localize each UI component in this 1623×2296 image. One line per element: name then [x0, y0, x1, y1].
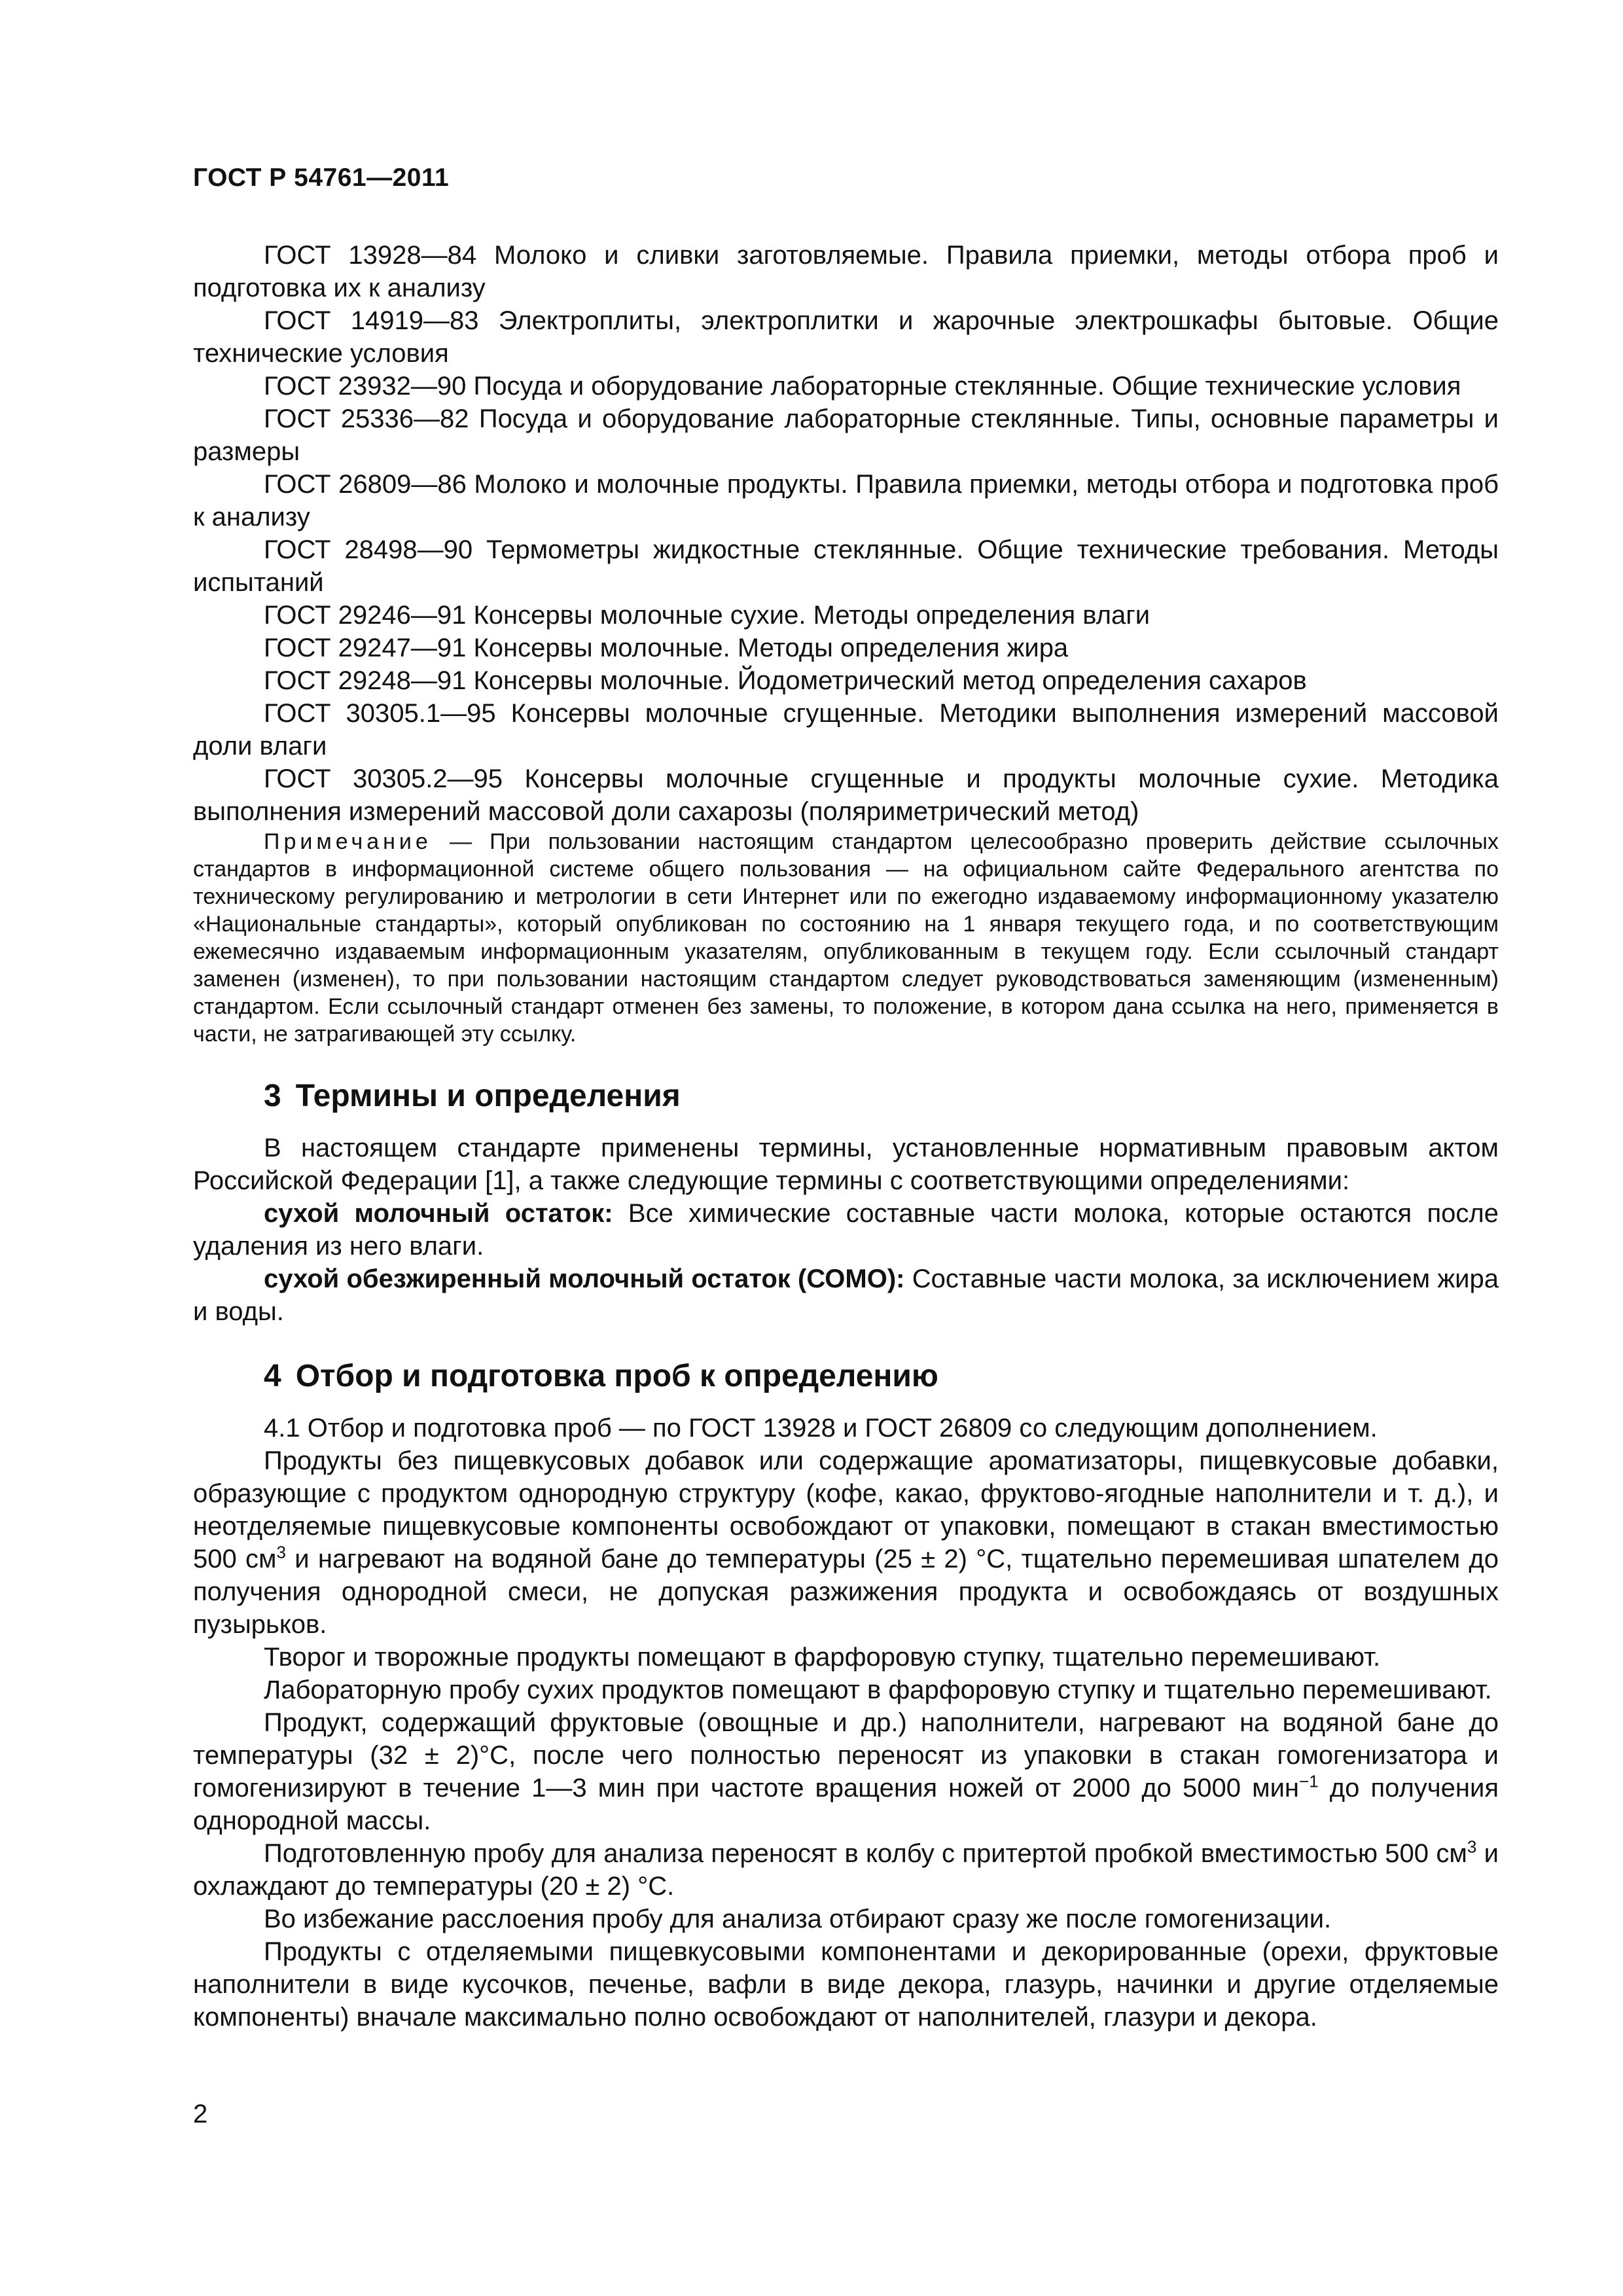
reference-item: ГОСТ 30305.2—95 Консервы молочные сгущенные и продукты молочные сухие. Методика выполнения измерений массовой доли сахарозы (поляриметрический метод) — [193, 764, 1499, 826]
reference-item: ГОСТ 28498—90 Термометры жидкостные стеклянные. Общие технические требования. Методы испытаний — [193, 535, 1499, 597]
reference-item: ГОСТ 13928—84 Молоко и сливки заготовляемые. Правила приемки, методы отбора проб и подготовка их к анализу — [193, 241, 1499, 302]
body-paragraph: Продукты с отделяемыми пищевкусовыми компонентами и декорированные (орехи, фруктовые наполнители в виде кусочков, печенье, вафли в виде декора, глазурь, начинки и другие отделяемые компоненты) вначале максимально полно освобождают от наполнителей, глазури и декора. — [193, 1937, 1499, 2032]
reference-item: ГОСТ 29248—91 Консервы молочные. Йодометрический метод определения сахаров — [264, 666, 1307, 695]
section-3-intro: В настоящем стандарте применены термины, установленные нормативным правовым актом Российской Федерации [1], а также следующие термины с соответствующими определениями: — [193, 1134, 1499, 1195]
reference-item: ГОСТ 30305.1—95 Консервы молочные сгущенные. Методики выполнения измерений массовой доли влаги — [193, 699, 1499, 761]
note-text: — При пользовании настоящим стандартом целесообразно проверить действие ссылочных стандартов в информационной системе общего пользования — на официальном сайте Федерального агентства по техническому регулированию и метрологии в сети Интернет или по ежегодно издаваемому информационному указателю «Национальные стандарты», который опубликован по состоянию на 1 января текущего года, и по соответствующим ежемесячно издаваемым информационным указателям, опубликованным в текущем году. Если ссылочный стандарт заменен (изменен), то при пользовании настоящим стандартом следует руководствоваться заменяющим (измененным) стандартом. Если ссылочный стандарт отменен без замены, то положение, в котором дана ссылка на него, применяется в части, не затрагивающей эту ссылку. — [193, 829, 1499, 1047]
section-4-heading — [193, 1358, 1499, 1395]
reference-item: ГОСТ 23932—90 Посуда и оборудование лабораторные стеклянные. Общие технические условия — [264, 372, 1461, 401]
body-paragraph — [193, 1837, 1499, 1903]
paragraph-text: Продукты без пищевкусовых добавок или содержащие ароматизаторы, пищевкусовые добавки, образующие с продуктом однородную структуру (кофе, какао, фруктово-ягодные наполнители и т. д.), и неотделяемые пищевкусовые компоненты освобождают от упаковки, помещают в стакан вместимостью 500 см — [193, 1446, 1499, 1573]
reference-item: ГОСТ 25336—82 Посуда и оборудование лабораторные стеклянные. Типы, основные параметры и размеры — [193, 404, 1499, 466]
paragraph-text: до получения однородной массы. — [193, 1774, 1499, 1835]
term-text: Все химические составные части молока, которые остаются после удаления из него влаги. — [193, 1199, 1499, 1261]
normative-references-list — [193, 239, 1499, 828]
document-body — [193, 239, 1499, 2034]
paragraph-text: и охлаждают до температуры (20 ± 2) °С. — [193, 1839, 1499, 1901]
note-paragraph — [193, 828, 1499, 1048]
superscript: 3 — [276, 1542, 286, 1562]
paragraph-text: Подготовленную пробу для анализа переносят в колбу с притертой пробкой вместимостью 500 см — [264, 1839, 1467, 1868]
section-title: Отбор и подготовка проб к определению — [295, 1359, 938, 1393]
page-number: 2 — [193, 2100, 208, 2128]
body-paragraph: Во избежание расслоения пробу для анализа отбирают сразу же после гомогенизации. — [264, 1905, 1332, 1933]
section-title: Термины и определения — [295, 1079, 681, 1113]
reference-item: ГОСТ 14919—83 Электроплиты, электроплитки и жарочные электрошкафы бытовые. Общие технические условия — [193, 306, 1499, 368]
paragraph-text: Продукт, содержащий фруктовые (овощные и др.) наполнители, нагревают на водяной бане до температуры (32 ± 2)°С, после чего полностью переносят из упаковки в стакан гомогенизатора и гомогенизируют в течение 1—3 мин при частоте вращения ножей от 2000 до 5000 мин — [193, 1708, 1499, 1803]
body-paragraph: 4.1 Отбор и подготовка проб — по ГОСТ 13928 и ГОСТ 26809 со следующим дополнением. — [264, 1414, 1378, 1443]
paragraph-text: и нагревают на водяной бане до температуры (25 ± 2) °С, тщательно перемешивая шпателем до получения однородной смеси, не допуская разжижения продукта и освобождаясь от воздушных пузырьков. — [193, 1545, 1499, 1639]
term-definition — [193, 1197, 1499, 1263]
superscript: −1 — [1299, 1771, 1319, 1791]
superscript: 3 — [1467, 1837, 1477, 1857]
term-label: сухой обезжиренный молочный остаток (СОМО): — [264, 1265, 905, 1293]
term-label: сухой молочный остаток: — [264, 1199, 613, 1228]
term-text: Составные части молока, за исключением жира и воды. — [193, 1265, 1499, 1326]
body-paragraph: Лабораторную пробу сухих продуктов помещают в фарфоровую ступку и тщательно перемешивают. — [264, 1676, 1492, 1704]
reference-item: ГОСТ 29247—91 Консервы молочные. Методы определения жира — [264, 634, 1069, 662]
section-number: 3 — [264, 1079, 281, 1113]
note-label: Примечание — [264, 829, 432, 854]
section-3-heading — [193, 1078, 1499, 1115]
body-paragraph — [193, 1706, 1499, 1837]
document-header: ГОСТ Р 54761—2011 — [193, 164, 450, 192]
body-paragraph: Творог и творожные продукты помещают в фарфоровую ступку, тщательно перемешивают. — [264, 1643, 1381, 1672]
section-number: 4 — [264, 1359, 281, 1393]
reference-item: ГОСТ 29246—91 Консервы молочные сухие. Методы определения влаги — [264, 601, 1150, 630]
term-definition — [193, 1263, 1499, 1328]
body-paragraph — [193, 1444, 1499, 1641]
reference-item: ГОСТ 26809—86 Молоко и молочные продукты. Правила приемки, методы отбора и подготовка проб к анализу — [193, 470, 1499, 531]
